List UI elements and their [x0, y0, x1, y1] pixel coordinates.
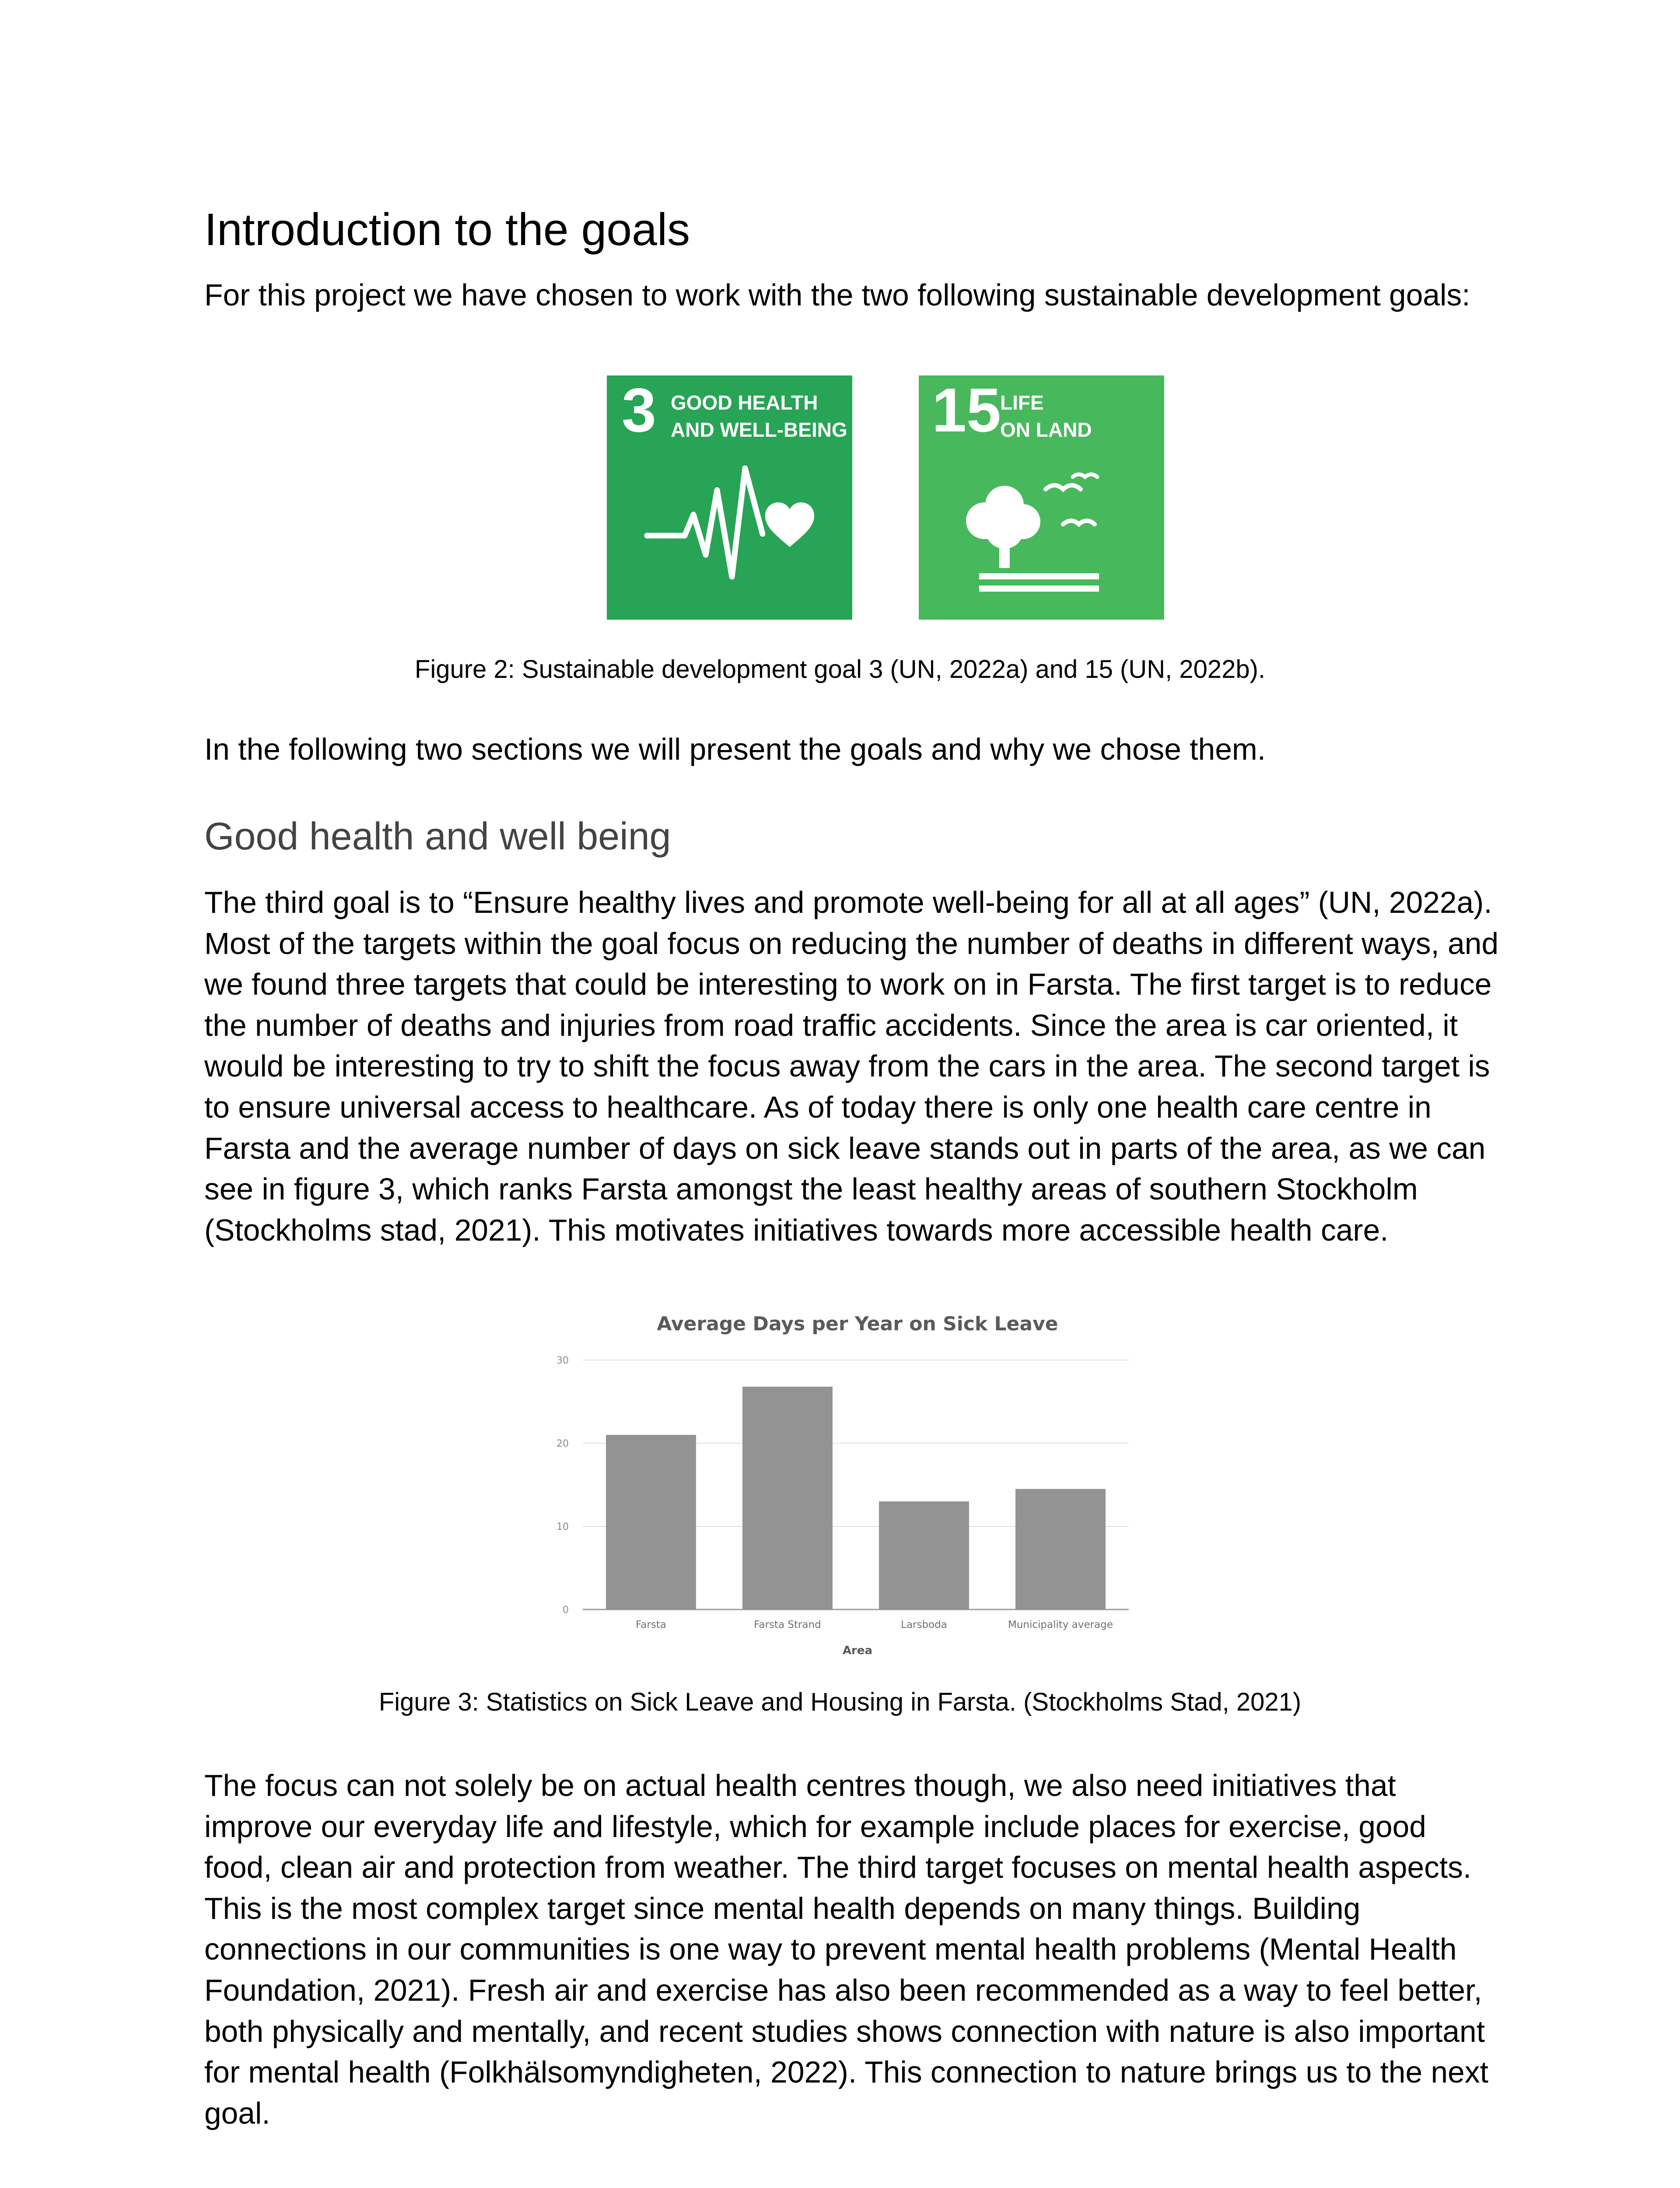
- chart-title: Average Days per Year on Sick Leave: [657, 1313, 1058, 1335]
- sections-intro-paragraph: In the following two sections we will present the goals and why we chose them.: [204, 732, 1266, 766]
- sdg-3-title-line1: GOOD HEALTH: [671, 391, 818, 414]
- chart-bar: [606, 1435, 696, 1609]
- body-paragraph-1: The third goal is to “Ensure healthy lives and promote well-being for all at all ages” (UN, 2022a). Most of the targets within the goal focus on reducing the number of deaths in different ways, and we found three targets that could be interesting to work on in Farsta. The first target is to reduce the number of deaths and injuries from road traffic accidents. Since the area is car oriented, it would be interesting to try to shift the focus away from the cars in the area. The second target is to ensure universal access to healthcare. As of today there is only one health care centre in Farsta and the average number of days on sick leave stands out in parts of the area, as we can see in figure 3, which ranks Farsta amongst the least healthy areas of southern Stockholm (Stockholms stad, 2021). This motivates initiatives towards more accessible health care.: [204, 885, 1499, 1247]
- body-paragraph-2: The focus can not solely be on actual health centres though, we also need initiatives that improve our everyday life and lifestyle, which for example include places for exercise, good food, clean air and protection from weather. The third target focuses on mental health aspects. This is the most complex target since mental health depends on many things. Building connections in our communities is one way to prevent mental health problems (Mental Health Foundation, 2021). Fresh air and exercise has also been recommended as a way to feel better, both physically and mentally, and recent studies shows connection with nature is also important for mental health (Folkhälsomyndigheten, 2022). This connection to nature brings us to the next goal.: [204, 1768, 1488, 2130]
- sick-leave-bar-chart: [556, 1308, 1142, 1672]
- subheading-good-health: Good health and well being: [204, 814, 671, 858]
- chart-y-tick-labels: [556, 1355, 569, 1616]
- figure-3-caption: Figure 3: Statistics on Sick Leave and Housing in Farsta. (Stockholms Stad, 2021): [378, 1688, 1302, 1716]
- chart-x-tick-label: Larsboda: [901, 1619, 947, 1630]
- chart-y-tick-label: 0: [563, 1605, 569, 1616]
- section-heading: Introduction to the goals: [204, 204, 690, 255]
- intro-paragraph: For this project we have chosen to work with the two following sustainable development goals:: [204, 278, 1470, 312]
- sdg-3-tile: [607, 375, 852, 620]
- sdg-15-title-line1: LIFE: [1000, 391, 1044, 414]
- chart-x-tick-labels: [636, 1619, 1113, 1630]
- chart-bars: [606, 1387, 1106, 1609]
- chart-x-axis-label: Area: [842, 1644, 873, 1657]
- sdg-3-number: 3: [622, 375, 656, 445]
- sdg-15-title-line2: ON LAND: [1000, 418, 1092, 441]
- chart-x-tick-label: Municipality average: [1008, 1619, 1113, 1630]
- chart-y-tick-label: 10: [556, 1522, 569, 1532]
- sdg-3-title-line2: AND WELL-BEING: [671, 418, 847, 441]
- chart-y-tick-label: 30: [556, 1355, 569, 1366]
- chart-x-tick-label: Farsta: [636, 1619, 666, 1630]
- chart-bar: [742, 1387, 833, 1609]
- sdg-15-number: 15: [932, 375, 1001, 445]
- chart-bar: [1015, 1489, 1106, 1610]
- chart-x-tick-label: Farsta Strand: [754, 1619, 821, 1630]
- chart-y-tick-label: 20: [556, 1438, 569, 1449]
- sdg-15-tile: [919, 375, 1164, 620]
- figure-2-caption: Figure 2: Sustainable development goal 3 (UN, 2022a) and 15 (UN, 2022b).: [414, 655, 1266, 684]
- chart-bar: [879, 1501, 969, 1609]
